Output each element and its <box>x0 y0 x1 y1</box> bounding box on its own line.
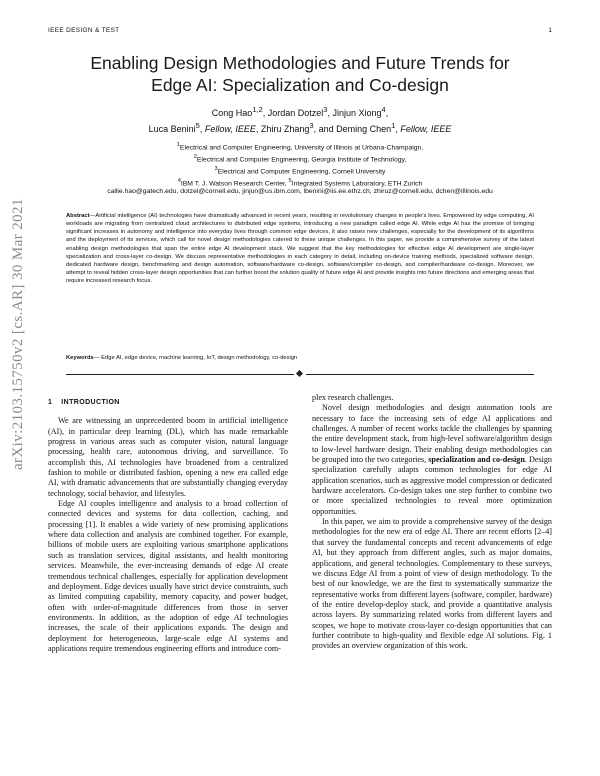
abstract: Abstract—Artificial intelligence (AI) technologies have dramatically advanced in recent years, resulting in revolutionary changes in people's lives. Empowered by edge computing, AI workloads are migrating from centralized cloud architectures to distributed edge systems, introducing a new paradigm called edge AI. While edge AI has the promise of bringing significant increases in autonomy and intelligence into everyday lives through common edge devices, it also raises new challenges, especially for the development of its algorithms and the deployment of its services, which call for novel design methodologies catered to these unique challenges. In this paper, we provide a comprehensive survey of the latest enabling design methodologies that span the entire edge AI development stack. We suggest that the key methodologies for effective edge AI development are single-layer specialization and cross-layer co-design. We discuss representative methodologies in each category in detail, including on-device training methods, specialized software design, dedicated hardware design, benchmarking and design automation, software/hardware co-design, software/compiler co-design, and compiler/hardware co-design. Moreover, we attempt to reveal hidden cross-layer design opportunities that can further boost the solution quality of future edge AI and provide insights into future directions and emerging areas that require increased research focus. <box>66 213 534 285</box>
keywords-label: Keywords <box>66 355 94 361</box>
affiliations: $^1$Electrical and Computer Engineering, University of Illinois at Urbana-Champaign, $^2$Electrical and Computer Engineering, Georgia Institute of Technology, $^3$Electrical and Computer Engineering, Cornell University $^4$IBM T. J. Watson Research Center, $^5$Integrated Systems Laboratory, ETH Zurich callie.hao@gatech.edu, dotzel@cornell.edu, jinjun@us.ibm.com, lbenini@iis.ee.ethz.ch, zhiruz@cornell.edu, dchen@illinois.edu <box>48 141 552 197</box>
paragraph: plex research challenges. <box>312 393 394 402</box>
title-line-2: Edge AI: Specialization and Co-design <box>151 75 449 95</box>
body-column-left <box>48 395 288 654</box>
journal-header: IEEE DESIGN & TEST <box>48 27 120 34</box>
paragraph: We are witnessing an unprecedented boom in artificial intelligence (AI), in particular deep learning (DL), which has made remarkable progress in various areas such as computer vision, natural language processing, health care, autonomous driving, and surveillance. To accomplish this, AI technologies have broadened from a centralized fashion to mobile or distributed fashion, opening a new era called edge AI, with dramatic advancements that are substantially changing everyday technology, social behavior, and lifestyles. <box>48 416 288 498</box>
page-number: 1 <box>548 27 552 34</box>
paragraph: Novel design methodologies and design automation tools are necessary to face the increasing sets of edge AI applications and challenges. A number of recent works tackle the challenges by spanning the entire development stack, from high-level software/algorithm design to low-level hardware design. Their enabling design methodologies can be grouped into the two categories, specialization and co-design. Design specialization carefully adapts common technologies for edge AI application scenarios, such as aggressive model compression or dedicated hardware accelerators. Co-design takes one step further to combine two or more specialized technologies to reveal more optimization opportunities. <box>312 403 552 516</box>
author-name: Zhiru Zhang <box>260 123 310 134</box>
author-name: Jinjun Xiong <box>332 108 382 118</box>
author-list <box>48 104 552 135</box>
author-name: Jordan Dotzel <box>267 108 324 118</box>
author-emails: callie.hao@gatech.edu, dotzel@cornell.edu, jinjun@us.ibm.com, lbenini@iis.ee.ethz.ch, zhiruz@cornell.edu, dchen@illinois.edu <box>107 188 493 196</box>
author-line-2: Luca Benini$^5$, Fellow, IEEE, Zhiru Zhang$^3$, and Deming Chen$^1$, Fellow, IEEE <box>148 120 452 134</box>
fellow-title: Fellow, IEEE <box>400 123 452 134</box>
abstract-label: Abstract <box>66 213 90 219</box>
paragraph: In this paper, we aim to provide a comprehensive survey of the design methodologies for the new era of edge AI. There are recent efforts [2–4] that survey the fundamental concepts and recent advancements of edge AI, but they approach from different angles, such as major domains, applications, and general technologies. Complementary to these surveys, we discuss Edge AI from a point of view of design methodology. To the best of our knowledge, we are the first to systematically summarize the representative works from different layers (software, compiler, hardware) of the entire develop-deploy stack, and provide a quantitative analysis across layers. By summarizing related works from different layers and scopes, we hope to motivate cross-layer co-design opportunities that can further contribute to high-quality and flexible edge AI solutions. Fig. 1 provides an overview organization of this work. <box>312 517 552 651</box>
body-column-right <box>312 393 552 652</box>
keywords: Keywords— Edge AI, edge device, machine learning, IoT, design methodology, co-design <box>66 355 298 361</box>
paragraph: Edge AI couples intelligence and analysis to a broad collection of connected devices and systems for data collection, caching, and processing [1]. It enables a wide variety of new promising applications where data collection and analysis are combined together. For example, billions of mobile users are exploiting various smartphone applications such as translation services, digital assistants, and health monitoring services. Meanwhile, the ever-increasing demands of edge AI create tremendous technical challenges, especially for application development and deployment. Edge devices usually have strict device constraints, such as limited computing capability, memory capacity, and power budget, often with order-of-magnitude differences from those in server environments. In addition, as the adoption of edge AI technologies increases, the scale of their applications expands. The design and deployment for heterogeneous, large-scale edge AI systems and applications require tremendous engineering efforts and introduce com- <box>48 499 288 653</box>
title-line-1: Enabling Design Methodologies and Future Trends for <box>90 53 510 73</box>
keywords-text: Edge AI, edge device, machine learning, IoT, design methodology, co-design <box>99 355 298 361</box>
author-line-1: Cong Hao$^{1,2}$, Jordan Dotzel$^3$, Jinjun Xiong$^4$, <box>211 105 389 118</box>
author-name: Cong Hao <box>211 108 253 118</box>
author-name: Luca Benini <box>148 123 196 134</box>
section-heading: 1 INTRODUCTION <box>48 399 120 406</box>
fellow-title: Fellow, IEEE <box>204 123 256 134</box>
arxiv-stamp: arXiv:2103.15750v2 [cs.AR] 30 Mar 2021 <box>10 198 26 470</box>
section-divider <box>66 370 534 378</box>
author-name: Deming Chen <box>336 123 392 134</box>
diamond-ornament-icon <box>296 370 303 377</box>
paper-title <box>48 52 552 96</box>
abstract-text: Artificial intelligence (AI) technologies have dramatically advanced in recent years, resulting in revolutionary changes in people's lives. Empowered by edge computing, AI workloads are migrating from centralized cloud architectures to distributed edge systems, introducing a new paradigm called edge AI. While edge AI has the promise of bringing significant increases in autonomy and intelligence into everyday lives through common edge devices, it also raises new challenges, especially for the development of its algorithms and the deployment of its services, which call for novel design methodologies catered to these unique challenges. In this paper, we provide a comprehensive survey of the latest enabling design methodologies that span the entire edge AI development stack. We suggest that the key methodologies for effective edge AI development are single-layer specialization and cross-layer co-design. We discuss representative methodologies in each category in detail, including on-device training methods, specialized software design, dedicated hardware design, benchmarking and design automation, software/hardware co-design, software/compiler co-design, and compiler/hardware co-design. Moreover, we attempt to reveal hidden cross-layer design opportunities that can further boost the solution quality of future edge AI and provide insights into future directions and emerging areas that require increased research focus. <box>66 213 534 285</box>
